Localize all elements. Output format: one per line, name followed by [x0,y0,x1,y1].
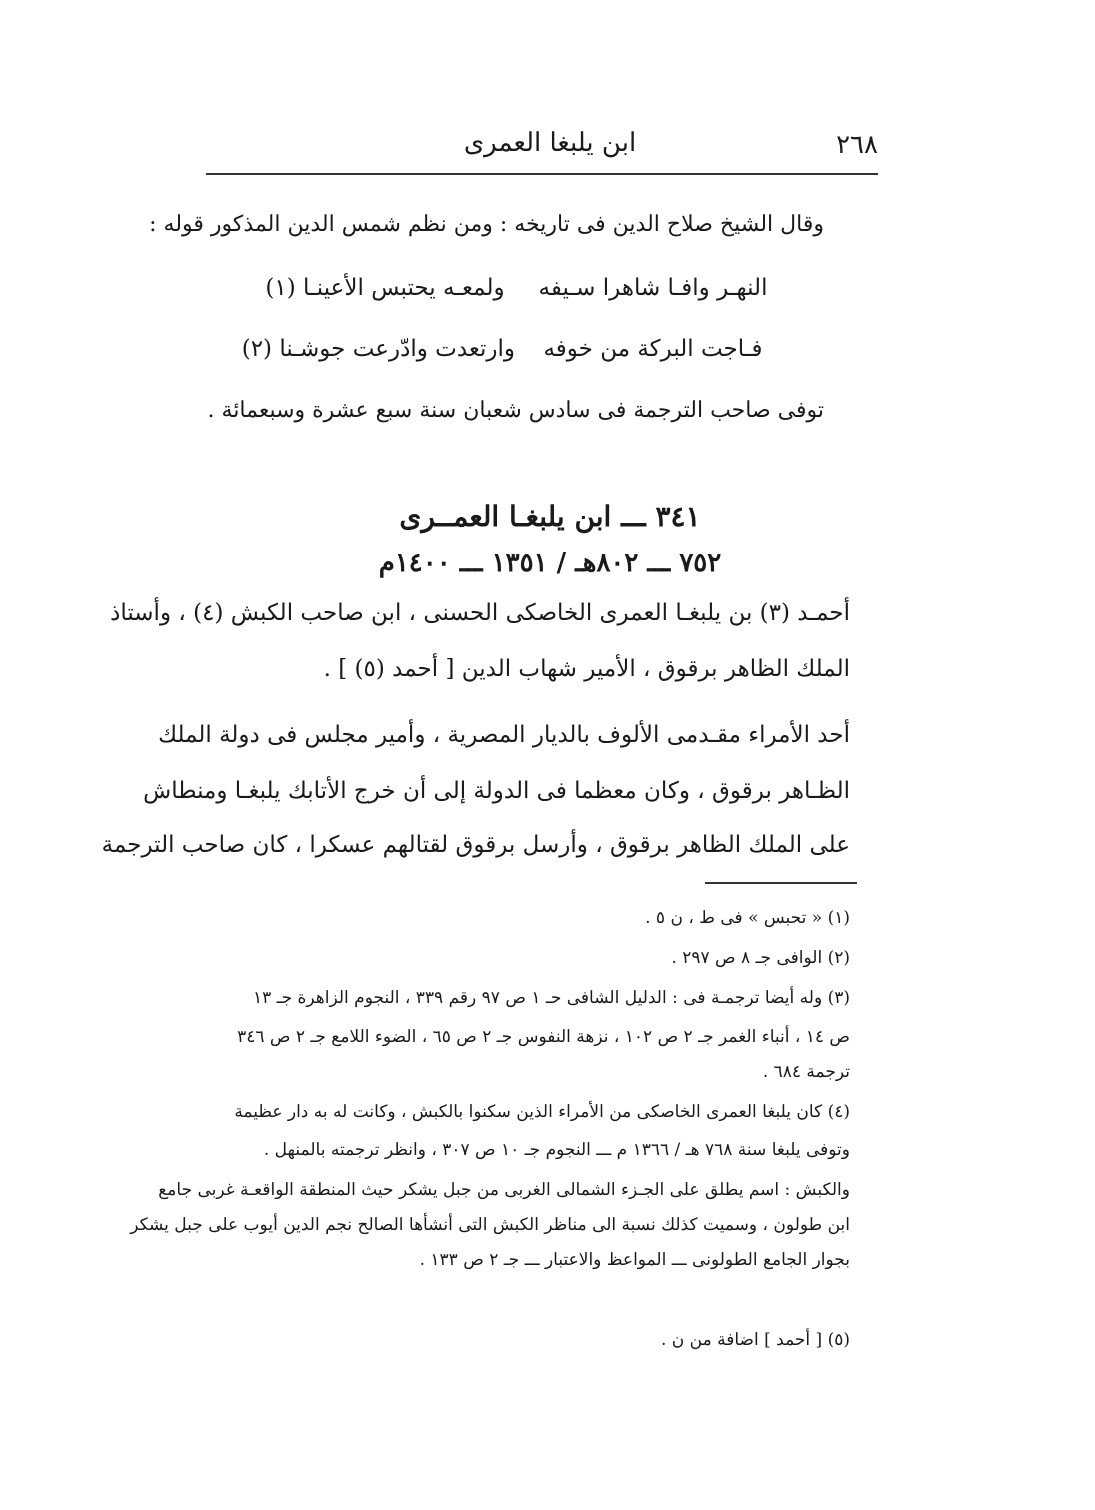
footnote-5: (٥) [ أحمد ] اضافة من ن . [660,1330,850,1350]
footnote-3-line-1: (٣) وله أيضا ترجمـة فى : الدليل الشافى حـ ١ ص ٩٧ رقم ٣٣٩ ، النجوم الزاهرة جـ ١٣ [252,988,850,1008]
footnote-4-line-5: بجوار الجامع الطولونى ـــ المواعظ والاعتبار ـــ جـ ٢ ص ١٣٣ . [419,1250,850,1270]
death-note: توفى صاحب الترجمة فى سادس شعبان سنة سبع عشرة وسبعمائة . [207,398,824,423]
page-number: ٢٦٨ [836,130,878,160]
footnote-4-line-4: ابن طولون ، وسميت كذلك نسبة الى مناظر الكبش التى أنشأها الصالح نجم الدين أيوب على جبل يشكر [130,1215,850,1235]
footnote-rule [705,882,857,884]
footnote-4-line-1: (٤) كان يلبغا العمرى الخاصكى من الأمراء الذين سكنوا بالكبش ، وكانت له به دار عظيمة [234,1102,850,1122]
footnote-2: (٢) الوافى جـ ٨ ص ٢٩٧ . [671,948,850,968]
footnote-1: (١) « تحبس » فى ط ، ن ٥ . [645,908,850,928]
footnote-4-line-3: والكبش : اسم يطلق على الجـزء الشمالى الغربى من جبل يشكر حيث المنطقة الواقعـة غربى جامع [158,1180,850,1200]
running-title: ابن يلبغا العمرى [463,128,637,158]
footnote-3-line-3: ترجمة ٦٨٤ . [762,1062,850,1082]
header-rule [206,173,878,175]
verse-1-first-hemistich: النهـر وافـا شاهرا سـيفه [538,275,768,301]
body-line-1: أحمـد (٣) بن يلبغـا العمرى الخاصكى الحسنى ، ابن صاحب الكبش (٤) ، وأستاذ [110,600,850,626]
intro-line: وقال الشيخ صلاح الدين فى تاريخه : ومن نظم شمس الدين المذكور قوله : [149,212,824,237]
body-line-5: على الملك الظاهر برقوق ، وأرسل برقوق لقتالهم عسكرا ، كان صاحب الترجمة [101,832,850,858]
footnote-4-line-2: وتوفى يلبغا سنة ٧٦٨ هـ / ١٣٦٦ م ـــ النجوم جـ ١٠ ص ٣٠٧ ، وانظر ترجمته بالمنهل . [263,1140,850,1160]
body-line-4: الظـاهر برقوق ، وكان معظما فى الدولة إلى أن خرج الأتابك يلبغـا ومنطاش [143,778,850,804]
entry-dates: ٧٥٢ ـــ ٨٠٢هـ / ١٣٥١ ـــ ١٤٠٠م [378,548,722,578]
verse-1-second-hemistich: ولمعـه يحتبس الأعينـا (١) [265,275,505,301]
body-line-3: أحد الأمراء مقـدمى الألوف بالديار المصرية ، وأمير مجلس فى دولة الملك [158,722,850,748]
verse-2-second-hemistich: وارتعدت وادّرعت جوشـنا (٢) [241,336,515,362]
entry-title: ٣٤١ ـــ ابن يلبغـا العمــرى [399,500,701,533]
body-line-2: الملك الظاهر برقوق ، الأمير شهاب الدين [ أحمد (٥) ] . [323,656,850,682]
footnote-3-line-2: ص ١٤ ، أنباء الغمر جـ ٢ ص ١٠٢ ، نزهة النفوس جـ ٢ ص ٦٥ ، الضوء اللامع جـ ٢ ص ٣٤٦ [237,1027,850,1047]
verse-2-first-hemistich: فـاجت البركة من خوفه [543,336,763,362]
